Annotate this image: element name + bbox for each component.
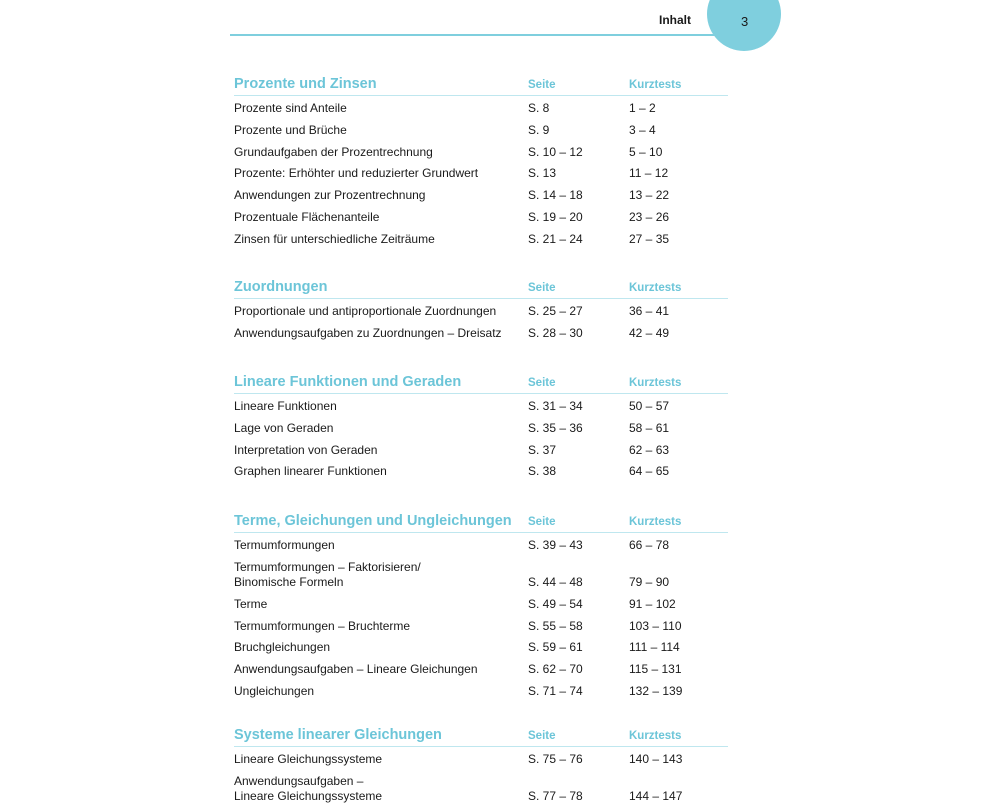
topic-title bbox=[234, 304, 496, 320]
topic-title bbox=[234, 232, 435, 248]
section-title: Systeme linearer Gleichungen bbox=[234, 727, 442, 743]
toc-row bbox=[234, 123, 728, 145]
topic-line: Prozente und Brüche bbox=[234, 122, 347, 137]
topic-title bbox=[234, 188, 425, 204]
kurztests-range: 11 – 12 bbox=[629, 166, 669, 181]
kurztests-range: 3 – 4 bbox=[629, 122, 656, 137]
section-header bbox=[234, 76, 728, 98]
topic-title bbox=[234, 145, 433, 161]
topic-line: Bruchgleichungen bbox=[234, 640, 331, 655]
kurztests-range: 115 – 131 bbox=[629, 662, 682, 677]
column-header-seite: Seite bbox=[528, 79, 556, 91]
topic-line: Termumformungen bbox=[234, 538, 335, 552]
page-range: S. 28 – 30 bbox=[528, 325, 583, 340]
topic-title bbox=[234, 774, 382, 805]
page-range: S. 21 – 24 bbox=[528, 231, 583, 246]
kurztests-range: 62 – 63 bbox=[629, 442, 670, 457]
topic-line: Anwendungsaufgaben zu Zuordnungen – Dreisatz bbox=[234, 325, 502, 340]
kurztests-range: 66 – 78 bbox=[629, 538, 670, 552]
topic-title bbox=[234, 421, 333, 437]
kurztests-range: 103 – 110 bbox=[629, 618, 682, 633]
toc-row bbox=[234, 752, 728, 774]
kurztests-range: 144 – 147 bbox=[629, 789, 683, 804]
section-header bbox=[234, 513, 728, 535]
page-range: S. 59 – 61 bbox=[528, 640, 583, 655]
toc-row bbox=[234, 597, 728, 619]
page-range: S. 37 bbox=[528, 442, 557, 457]
kurztests-range: 36 – 41 bbox=[629, 304, 670, 318]
toc-row bbox=[234, 684, 728, 706]
toc-row bbox=[234, 560, 728, 597]
topic-line: Termumformungen – Bruchterme bbox=[234, 618, 411, 633]
topic-line: Ungleichungen bbox=[234, 683, 315, 698]
page-range: S. 19 – 20 bbox=[528, 209, 583, 224]
toc-row bbox=[234, 145, 728, 167]
page-range: S. 13 bbox=[528, 166, 557, 181]
kurztests-range: 13 – 22 bbox=[629, 188, 670, 203]
page-range: S. 75 – 76 bbox=[528, 752, 583, 766]
toc-row bbox=[234, 232, 728, 254]
topic-title bbox=[234, 210, 379, 226]
section-rule bbox=[234, 95, 728, 96]
column-header-seite: Seite bbox=[528, 516, 556, 528]
page-range: S. 31 – 34 bbox=[528, 399, 583, 413]
toc-row bbox=[234, 166, 728, 188]
page-range: S. 25 – 27 bbox=[528, 304, 583, 318]
page-range: S. 71 – 74 bbox=[528, 683, 583, 698]
toc-section bbox=[234, 374, 728, 486]
kurztests-range: 140 – 143 bbox=[629, 752, 683, 766]
topic-line: Prozentuale Flächenanteile bbox=[234, 209, 380, 224]
running-header: Inhalt bbox=[659, 13, 691, 27]
topic-line: Prozente sind Anteile bbox=[234, 101, 347, 115]
topic-title bbox=[234, 684, 314, 700]
toc-row bbox=[234, 443, 728, 465]
topic-line: Lage von Geraden bbox=[234, 420, 334, 435]
page-range: S. 77 – 78 bbox=[528, 789, 583, 804]
topic-title bbox=[234, 443, 377, 459]
topic-line: Anwendungen zur Prozentrechnung bbox=[234, 188, 426, 203]
page-range: S. 55 – 58 bbox=[528, 618, 583, 633]
section-rule bbox=[234, 393, 728, 394]
toc-row bbox=[234, 619, 728, 641]
kurztests-range: 64 – 65 bbox=[629, 464, 670, 479]
toc-row bbox=[234, 538, 728, 560]
topic-line: Prozente: Erhöhter und reduzierter Grundwert bbox=[234, 166, 479, 181]
toc-section bbox=[234, 76, 728, 254]
kurztests-range: 27 – 35 bbox=[629, 231, 670, 246]
toc-section bbox=[234, 279, 728, 348]
topic-title bbox=[234, 619, 410, 635]
toc-row bbox=[234, 662, 728, 684]
topic-line: Zinsen für unterschiedliche Zeiträume bbox=[234, 231, 435, 246]
topic-title bbox=[234, 662, 478, 678]
page-range: S. 8 bbox=[528, 101, 550, 115]
topic-line: Proportionale und antiproportionale Zuordnungen bbox=[234, 304, 497, 318]
kurztests-range: 132 – 139 bbox=[629, 683, 683, 698]
topic-title bbox=[234, 326, 502, 342]
topic-title bbox=[234, 640, 330, 656]
page-range: S. 38 bbox=[528, 464, 557, 479]
header-rule bbox=[230, 34, 730, 36]
toc-row bbox=[234, 188, 728, 210]
toc-section bbox=[234, 513, 728, 706]
toc-row bbox=[234, 210, 728, 232]
topic-line: Terme bbox=[234, 596, 268, 611]
kurztests-range: 111 – 114 bbox=[629, 640, 680, 655]
column-header-kurztests: Kurztests bbox=[629, 516, 682, 528]
topic-line-2: Lineare Gleichungssysteme bbox=[234, 789, 383, 804]
toc-section bbox=[234, 727, 728, 811]
page-number: 3 bbox=[741, 14, 749, 29]
toc-row bbox=[234, 304, 728, 326]
toc-row bbox=[234, 421, 728, 443]
topic-title bbox=[234, 752, 382, 768]
toc-row bbox=[234, 101, 728, 123]
toc-row bbox=[234, 464, 728, 486]
topic-line: Grundaufgaben der Prozentrechnung bbox=[234, 144, 433, 159]
topic-title bbox=[234, 101, 347, 117]
topic-line: Graphen linearer Funktionen bbox=[234, 464, 387, 479]
topic-title bbox=[234, 538, 335, 554]
page-range: S. 62 – 70 bbox=[528, 662, 583, 677]
topic-title bbox=[234, 597, 267, 613]
topic-line: Termumformungen – Faktorisieren/ bbox=[234, 559, 421, 574]
page-range: S. 35 – 36 bbox=[528, 420, 583, 435]
section-header bbox=[234, 374, 728, 396]
column-header-kurztests: Kurztests bbox=[629, 377, 682, 389]
section-title: Zuordnungen bbox=[234, 279, 328, 295]
topic-line: Anwendungsaufgaben – bbox=[234, 773, 364, 788]
section-title: Lineare Funktionen und Geraden bbox=[234, 374, 462, 390]
page-range: S. 14 – 18 bbox=[528, 188, 583, 203]
kurztests-range: 23 – 26 bbox=[629, 209, 670, 224]
kurztests-range: 79 – 90 bbox=[629, 575, 670, 590]
page-range: S. 9 bbox=[528, 122, 550, 137]
toc-row bbox=[234, 399, 728, 421]
page-range: S. 44 – 48 bbox=[528, 575, 583, 590]
section-rule bbox=[234, 532, 728, 533]
topic-title bbox=[234, 560, 421, 591]
page-range: S. 39 – 43 bbox=[528, 538, 583, 552]
page-range: S. 49 – 54 bbox=[528, 596, 583, 611]
topic-title bbox=[234, 123, 347, 139]
section-header bbox=[234, 727, 728, 749]
topic-line: Lineare Funktionen bbox=[234, 399, 337, 413]
column-header-seite: Seite bbox=[528, 282, 556, 294]
column-header-kurztests: Kurztests bbox=[629, 282, 682, 294]
section-rule bbox=[234, 746, 728, 747]
topic-line: Interpretation von Geraden bbox=[234, 442, 378, 457]
kurztests-range: 58 – 61 bbox=[629, 420, 670, 435]
page-range: S. 10 – 12 bbox=[528, 144, 583, 159]
topic-line: Anwendungsaufgaben – Lineare Gleichungen bbox=[234, 662, 478, 677]
section-title: Prozente und Zinsen bbox=[234, 76, 377, 92]
kurztests-range: 5 – 10 bbox=[629, 144, 663, 159]
column-header-kurztests: Kurztests bbox=[629, 730, 682, 742]
topic-title bbox=[234, 464, 387, 480]
column-header-seite: Seite bbox=[528, 377, 556, 389]
kurztests-range: 50 – 57 bbox=[629, 399, 670, 413]
toc-row bbox=[234, 640, 728, 662]
topic-title bbox=[234, 399, 337, 415]
toc-row bbox=[234, 774, 728, 811]
topic-line-2: Binomische Formeln bbox=[234, 575, 344, 590]
kurztests-range: 1 – 2 bbox=[629, 101, 656, 115]
column-header-kurztests: Kurztests bbox=[629, 79, 682, 91]
topic-line: Lineare Gleichungssysteme bbox=[234, 752, 383, 766]
topic-title bbox=[234, 166, 478, 182]
toc-row bbox=[234, 326, 728, 348]
column-header-seite: Seite bbox=[528, 730, 556, 742]
section-header bbox=[234, 279, 728, 301]
section-rule bbox=[234, 298, 728, 299]
kurztests-range: 91 – 102 bbox=[629, 596, 676, 611]
kurztests-range: 42 – 49 bbox=[629, 325, 670, 340]
section-title: Terme, Gleichungen und Ungleichungen bbox=[234, 513, 512, 529]
